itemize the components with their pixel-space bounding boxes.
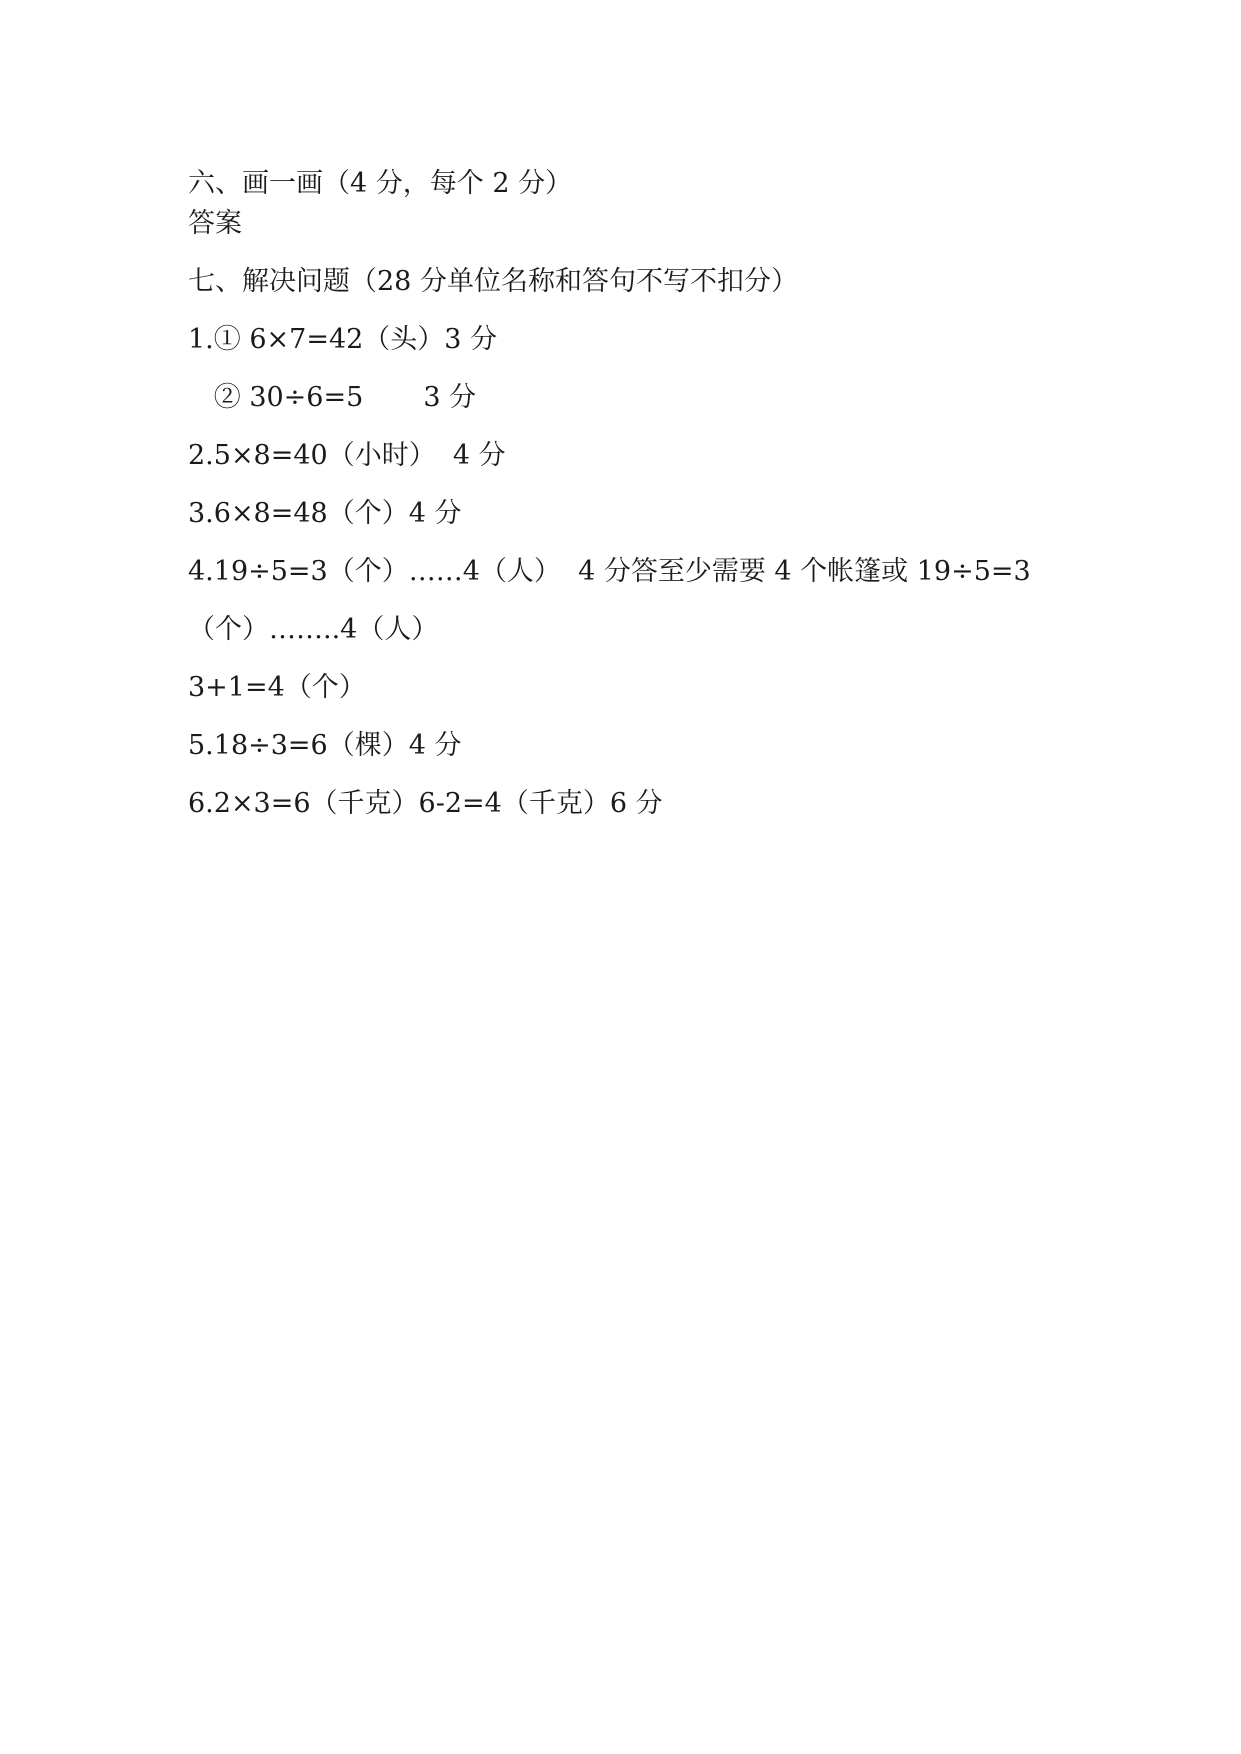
answer-line-2: 2.5×8=40（小时） 4 分 <box>188 440 506 471</box>
section-6-heading: 六、画一画（4 分，每个 2 分） <box>188 168 573 199</box>
answer-line-1: 1.① 6×7=42（头）3 分 <box>188 324 498 355</box>
answer-line-5: 5.18÷3=6（棵）4 分 <box>188 730 462 761</box>
answer-line-3: 3.6×8=48（个）4 分 <box>188 498 462 529</box>
section-7-heading: 七、解决问题（28 分单位名称和答句不写不扣分） <box>188 266 798 297</box>
answer-line-4: 4.19÷5=3（个）……4（人） 4 分答至少需要 4 个帐篷或 19÷5=3 <box>188 556 1031 587</box>
answer-label: 答案 <box>188 208 242 239</box>
answer-line-4-continued: （个）……..4（人） <box>188 614 439 645</box>
answer-line-4-extra: 3+1=4（个） <box>188 672 366 703</box>
answer-line-6: 6.2×3=6（千克）6-2=4（千克）6 分 <box>188 788 663 819</box>
answer-line-1-part-2: ② 30÷6=5 3 分 <box>188 382 477 413</box>
